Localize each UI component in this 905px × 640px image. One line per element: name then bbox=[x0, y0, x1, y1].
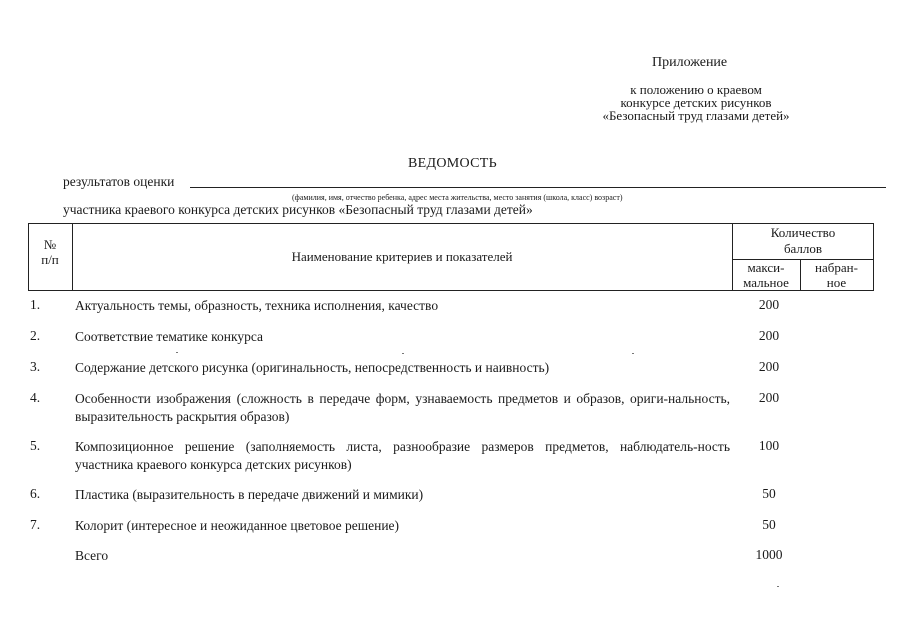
row-max-points: 100 bbox=[758, 438, 780, 453]
row-criterion: Особенности изображения (сложность в передаче форм, узнаваемость предметов и образов, ориги-нальность, выразительность раскрытия образов) bbox=[75, 391, 730, 424]
column-header-scored bbox=[800, 260, 873, 290]
row-criterion: Пластика (выразительность в передаче движений и мимики) bbox=[75, 487, 424, 502]
row-number: 5. bbox=[30, 438, 41, 453]
appendix-reference bbox=[570, 83, 822, 122]
column-header-number bbox=[28, 237, 72, 267]
column-header-max bbox=[732, 260, 800, 290]
row-max-points: 200 bbox=[758, 328, 780, 343]
total-label: Всего bbox=[75, 548, 109, 563]
total-max-points: 1000 bbox=[755, 547, 783, 562]
row-number: 3. bbox=[30, 359, 41, 374]
scan-speck bbox=[632, 353, 634, 354]
row-max-points: 200 bbox=[758, 390, 780, 405]
fill-in-hint: (фамилия, имя, отчество ребенка, адрес места жительства, место занятия (школа, класс) возраст) bbox=[292, 193, 623, 202]
row-criterion: Содержание детского рисунка (оригинальность, непосредственность и наивность) bbox=[75, 360, 550, 375]
column-header-points-line: Количество bbox=[770, 225, 836, 240]
row-max-points: 50 bbox=[762, 517, 776, 532]
appendix-title: Приложение bbox=[652, 55, 728, 70]
row-criterion: Композиционное решение (заполняемость листа, разнообразие размеров предметов, наблюдатель-ность участника краевого конкурса детских рисунков) bbox=[75, 439, 730, 472]
appendix-line: конкурсе детских рисунков bbox=[620, 95, 772, 110]
column-header-scored-line: ное bbox=[826, 275, 847, 290]
row-number: 7. bbox=[30, 517, 41, 532]
column-header-scored-line: набран- bbox=[815, 260, 858, 275]
row-number: 4. bbox=[30, 390, 41, 405]
row-max-points: 200 bbox=[758, 297, 780, 312]
row-number: 2. bbox=[30, 328, 41, 343]
row-number: 1. bbox=[30, 297, 41, 312]
column-header-points bbox=[732, 225, 874, 257]
table-border bbox=[28, 223, 874, 224]
scan-speck bbox=[402, 353, 404, 354]
scan-speck bbox=[777, 586, 779, 587]
row-criterion: Актуальность темы, образность, техника исполнения, качество bbox=[75, 298, 439, 313]
row-max-points: 50 bbox=[762, 486, 776, 501]
participant-line: участника краевого конкурса детских рисунков «Безопасный труд глазами детей» bbox=[63, 202, 533, 217]
row-criterion: Соответствие тематике конкурса bbox=[75, 329, 263, 344]
column-header-points-line: баллов bbox=[783, 241, 823, 256]
appendix-line: «Безопасный труд глазами детей» bbox=[602, 108, 790, 123]
column-header-max-line: макси- bbox=[747, 260, 785, 275]
row-number: 6. bbox=[30, 486, 41, 501]
scan-speck bbox=[176, 352, 178, 353]
fill-in-line bbox=[190, 187, 886, 188]
row-criterion: Колорит (интересное и неожиданное цветовое решение) bbox=[75, 518, 400, 533]
column-header-number-line: п/п bbox=[41, 252, 59, 267]
results-label: результатов оценки bbox=[63, 174, 175, 189]
row-max-points: 200 bbox=[758, 359, 780, 374]
column-header-number-line: № bbox=[43, 237, 57, 252]
document-title: ВЕДОМОСТЬ bbox=[408, 156, 497, 171]
column-header-criteria: Наименование критериев и показателей bbox=[291, 249, 513, 264]
criteria-table-header bbox=[28, 223, 874, 291]
appendix-line: к положению о краевом bbox=[630, 82, 762, 97]
column-header-max-line: мальное bbox=[743, 275, 789, 290]
table-border bbox=[28, 290, 874, 291]
